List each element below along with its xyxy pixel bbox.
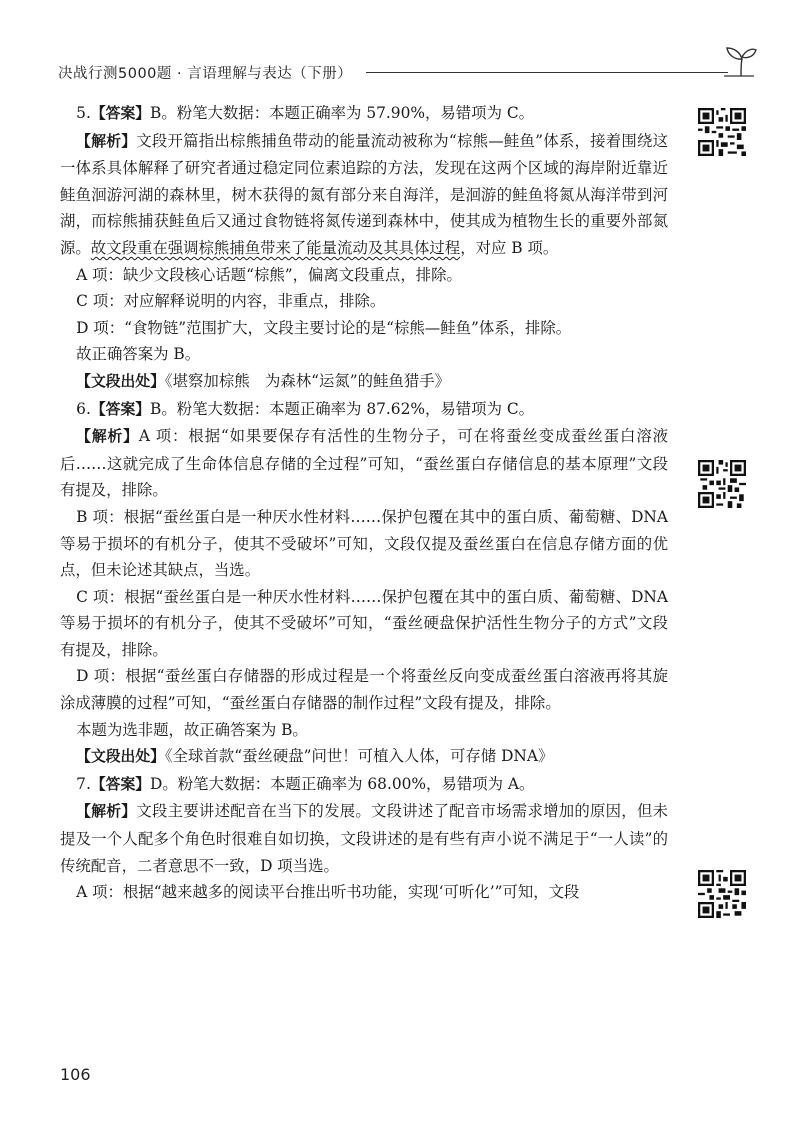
answer-explanations [60,100,668,906]
q5-answer-tag: 【答案】 [90,105,151,122]
qr-code-icon[interactable] [698,870,746,918]
q5-source-tag: 【文段出处】 [76,372,165,390]
q5-source-text: 《堪察加棕熊 为森林“运氮”的鲑鱼猎手》 [164,371,451,390]
q7-option-a: A 项：根据“越来越多的阅读平台推出听书功能，实现‘可听化’”可知，文段 [76,883,580,902]
q5-conclusion: 故正确答案为 B。 [76,345,201,364]
sprout-icon [724,44,758,78]
q6-source [60,743,668,771]
q6-answer-text: B。粉笔大数据：本题正确率为 87.62%，易错项为 C。 [150,399,535,418]
q7-analysis-tag: 【解析】 [76,803,137,821]
q5-option-d: D 项：“食物链”范围扩大，文段主要讨论的是“棕熊—鲑鱼”体系，排除。 [76,318,572,337]
q6-option-d: D 项：根据“蚕丝蛋白存储器的形成过程是一个将蚕丝反向变成蚕丝蛋白溶液再将其旋涂成薄膜的过程”可知，“蚕丝蛋白存储器的制作过程”文段有提及，排除。 [60,667,668,713]
q7-answer-tag: 【答案】 [90,775,151,793]
q6-analysis-tag: 【解析】 [76,428,139,446]
q5-number: 5. [76,104,91,122]
q5-answer [60,100,668,128]
q6-analysis-text: A 项：根据“如果要保存有活性的生物分子，可在将蚕丝变成蚕丝蛋白溶液后……这就完成了生命体信息存储的全过程”可知，“蚕丝蛋白存储信息的基本原理”文段有提及，排除。 [60,427,668,500]
q6-source-text: 《全球首款“蚕丝硬盘”问世！可植入人体，可存储 DNA》 [164,747,554,766]
q6-source-tag: 【文段出处】 [76,748,165,766]
q6-option-c: C 项：根据“蚕丝蛋白是一种厌水性材料……保护包覆在其中的蛋白质、葡萄糖、DNA 等易于损坏的有机分子，使其不受破坏”可知，“蚕丝硬盘保护活性生物分子的方式”文段有提及，排除。 [60,587,668,659]
q6-answer [60,396,668,424]
qr-code-icon[interactable] [698,460,746,508]
page-number: 106 [60,1065,91,1084]
q5-key-point: 故文段重在强调棕熊捕鱼带来了能量流动及其具体过程 [90,238,461,257]
q7-answer-text: D。粉笔大数据：本题正确率为 68.00%，易错项为 A。 [150,774,535,793]
qr-code-icon[interactable] [698,108,746,156]
q5-analysis-text: 文段开篇指出棕熊捕鱼带动的能量流动被称为“棕熊—鲑鱼”体系，接着围绕这一体系具体解释了研究者通过稳定同位素追踪的方法，发现在这两个区域的海岸附近靠近鲑鱼洄游河湖的森林里，树木获得的氮有部分来自海洋，是洄游的鲑鱼将氮从海洋带到河湖，而棕熊捕获鲑鱼后又通过食物链将氮传递到森林中，使其成为植物生长的重要外部氮源。 [60,131,668,257]
q5-analysis [60,128,668,262]
q5-analysis-tag: 【解析】 [76,132,137,150]
q5-source [60,368,668,396]
q6-conclusion: 本题为选非题，故正确答案为 B。 [76,720,308,739]
q6-number: 6. [76,399,91,418]
q5-analysis-end: ，对应 B 项。 [460,238,559,257]
q5-option-a: A 项：缺少文段核心话题“棕熊”，偏离文段重点，排除。 [76,265,462,284]
running-header [58,58,758,88]
q6-answer-tag: 【答案】 [90,400,151,418]
q5-option-c: C 项：对应解释说明的内容，非重点，排除。 [76,292,386,311]
q7-analysis [60,798,668,879]
header-rule [366,72,728,73]
q6-option-b: B 项：根据“蚕丝蛋白是一种厌水性材料……保护包覆在其中的蛋白质、葡萄糖、DNA 等易于损坏的有机分子，使其不受破坏”可知，文段仅提及蚕丝蛋白在信息存储方面的优点，但未论述其缺点，当选。 [60,507,668,580]
q7-number: 7. [76,774,91,793]
q7-analysis-text: 文段主要讲述配音在当下的发展。文段讲述了配音市场需求增加的原因，但未提及一个人配多个角色时很难自如切换，文段讲述的是有些有声小说不满足于“一人读”的传统配音，二者意思不一致，D 项当选。 [60,802,668,875]
q5-answer-text: B。粉笔大数据：本题正确率为 57.90%，易错项为 C。 [150,104,535,122]
book-title: 决战行测5000题 · 言语理解与表达（下册） [58,66,353,82]
q7-answer [60,771,668,799]
q6-analysis [60,423,668,504]
